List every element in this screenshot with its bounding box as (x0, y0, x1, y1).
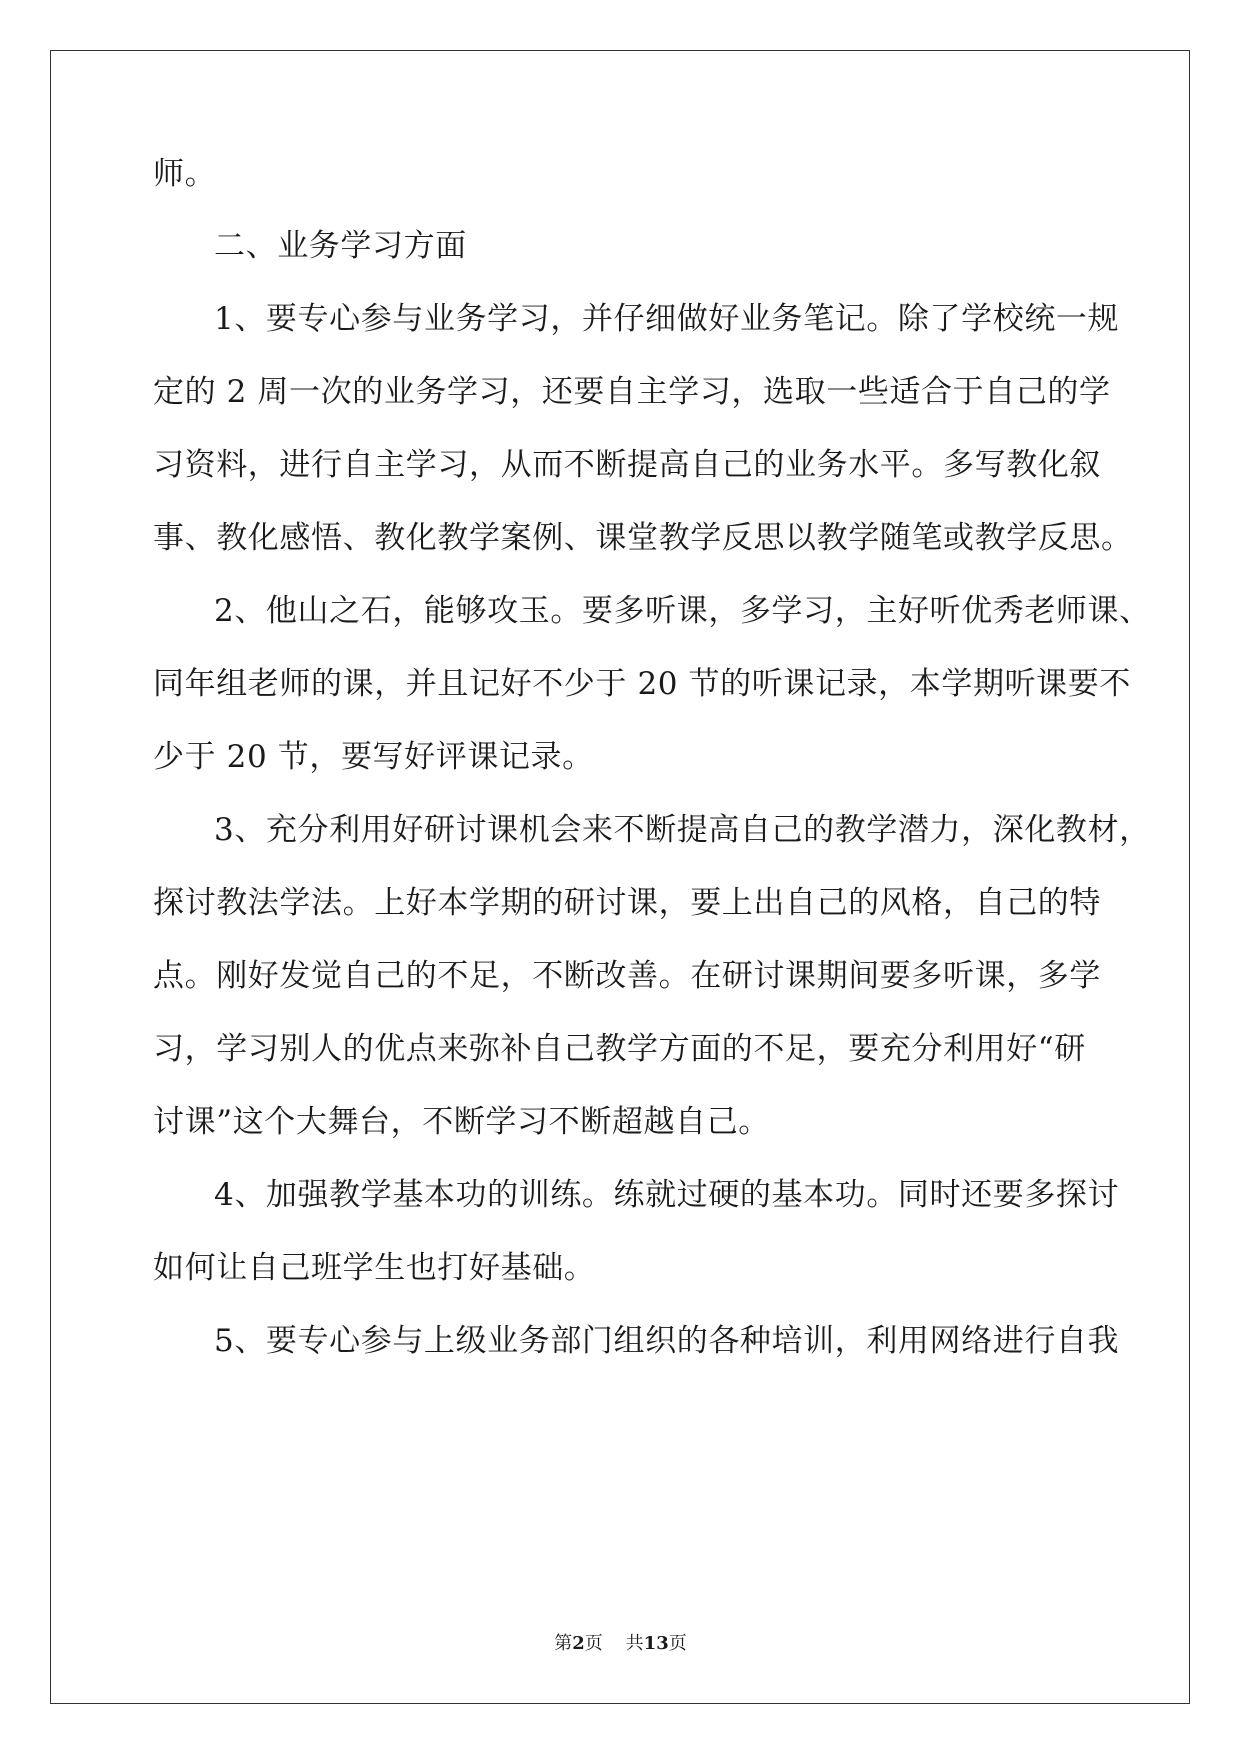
section-heading: 二、业务学习方面 (214, 228, 467, 264)
page-footer (0, 1632, 1241, 1656)
text-line: 点。刚好发觉自己的不足，不断改善。在研讨课期间要多听课，多学 (153, 958, 1101, 994)
text-line: 定的 2 周一次的业务学习，还要自主学习，选取一些适合于自己的学 (153, 374, 1111, 410)
text-line: 4、加强教学基本功的训练。练就过硬的基本功。同时还要多探讨 (214, 1177, 1120, 1213)
text-line: 如何让自己班学生也打好基础。 (153, 1250, 596, 1286)
total-suffix: 页 (668, 1633, 687, 1654)
page-suffix: 页 (584, 1633, 603, 1654)
text-line: 事、教化感悟、教化教学案例、课堂教学反思以教学随笔或教学反思。 (153, 520, 1133, 556)
text-line: 探讨教法学法。上好本学期的研讨课，要上出自己的风格，自己的特 (153, 885, 1101, 921)
text-line: 少于 20 节，要写好评课记录。 (153, 739, 594, 775)
page-current: 2 (572, 1633, 585, 1654)
total-prefix: 共 (625, 1633, 644, 1654)
text-line: 5、要专心参与上级业务部门组织的各种培训，利用网络进行自我 (214, 1323, 1120, 1359)
text-line: 习资料，进行自主学习，从而不断提高自己的业务水平。多写教化叙 (153, 447, 1101, 483)
text-line: 习，学习别人的优点来弥补自己教学方面的不足，要充分利用好“研 (153, 1031, 1086, 1067)
page-prefix: 第 (554, 1633, 573, 1654)
text-line: 2、他山之石，能够攻玉。要多听课，多学习，主好听优秀老师课、 (214, 593, 1151, 629)
text-line: 1、要专心参与业务学习，并仔细做好业务笔记。除了学校统一规 (214, 301, 1120, 337)
text-line: 3、充分利用好研讨课机会来不断提高自己的教学潜力，深化教材， (214, 812, 1151, 848)
text-line: 同年组老师的课，并且记好不少于 20 节的听课记录，本学期听课要不 (153, 666, 1131, 702)
text-line: 讨课”这个大舞台，不断学习不断超越自己。 (153, 1104, 770, 1140)
text-line: 师。 (153, 156, 217, 192)
page-total: 13 (643, 1633, 669, 1654)
